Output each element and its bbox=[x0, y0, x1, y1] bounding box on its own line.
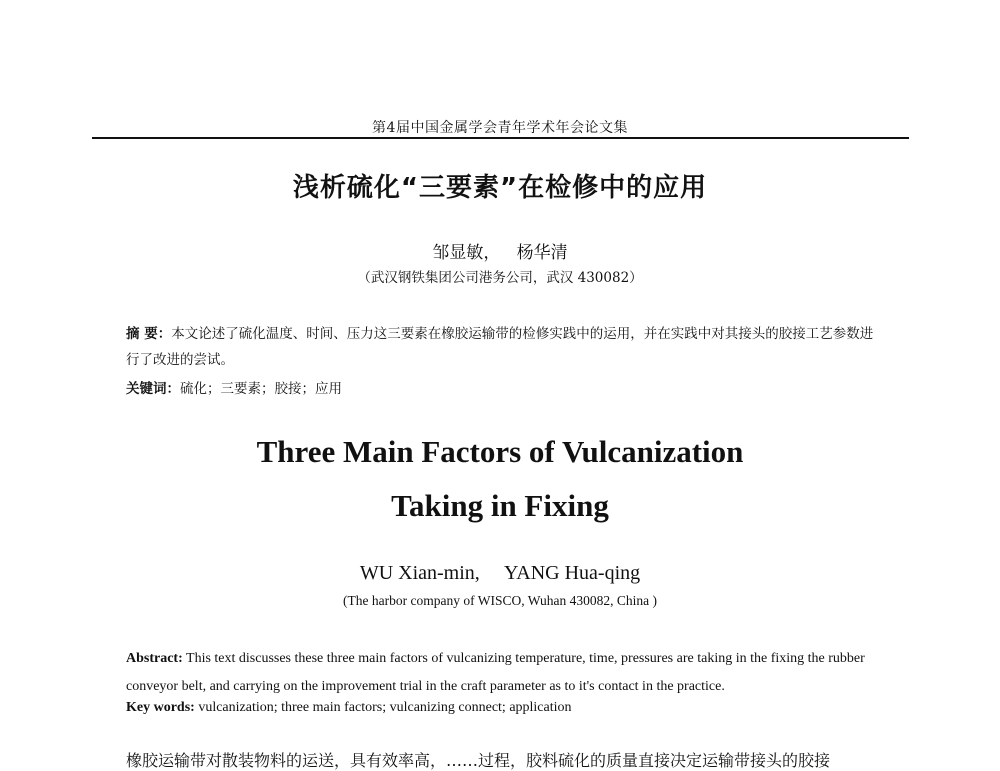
english-abstract-label: Abstract: bbox=[126, 651, 183, 666]
chinese-abstract bbox=[126, 321, 886, 373]
chinese-keywords-text: 硫化；三要素；胶接；应用 bbox=[180, 381, 342, 397]
chinese-abstract-text: 本文论述了硫化温度、时间、压力这三要素在橡胶运输带的检修实践中的运用，并在实践中对其接头的胶接工艺参数进行了改进的尝试。 bbox=[126, 326, 874, 368]
chinese-title: 浅析硫化“三要素”在检修中的应用 bbox=[292, 173, 708, 203]
chinese-abstract-label: 摘 要： bbox=[126, 326, 172, 342]
english-keywords-label: Key words: bbox=[126, 700, 195, 715]
chinese-affiliation: （武汉钢铁集团公司港务公司，武汉 430082） bbox=[357, 270, 643, 286]
chinese-keywords-label: 关键词： bbox=[126, 381, 180, 397]
english-authors: WU Xian-min, YANG Hua-qing bbox=[359, 562, 641, 584]
english-keywords bbox=[126, 700, 886, 716]
chinese-authors: 邹显敏， 杨华清 bbox=[432, 243, 568, 263]
english-abstract bbox=[126, 645, 886, 701]
header-rule bbox=[92, 137, 909, 139]
english-title-line2: Taking in Fixing bbox=[391, 488, 609, 523]
english-abstract-text: This text discusses these three main factors of vulcanizing temperature, time, pressures are taking in the fixing the rubber conveyor belt, and carrying on the improvement trial in the craft parameter as to it's contact in the practice. bbox=[126, 651, 865, 694]
running-header: 第4届中国金属学会青年学术年会论文集 bbox=[372, 120, 628, 136]
english-keywords-text: vulcanization; three main factors; vulcanizing connect; application bbox=[194, 700, 572, 715]
english-title-line1: Three Main Factors of Vulcanization bbox=[256, 434, 744, 469]
chinese-keywords bbox=[126, 377, 886, 397]
english-affiliation: (The harbor company of WISCO, Wuhan 430082, China ) bbox=[343, 593, 657, 608]
body-first-line: 橡胶运输带对散装物料的运送，具有效率高，……过程，胶料硫化的质量直接决定运输带接头的胶接 bbox=[126, 751, 831, 770]
